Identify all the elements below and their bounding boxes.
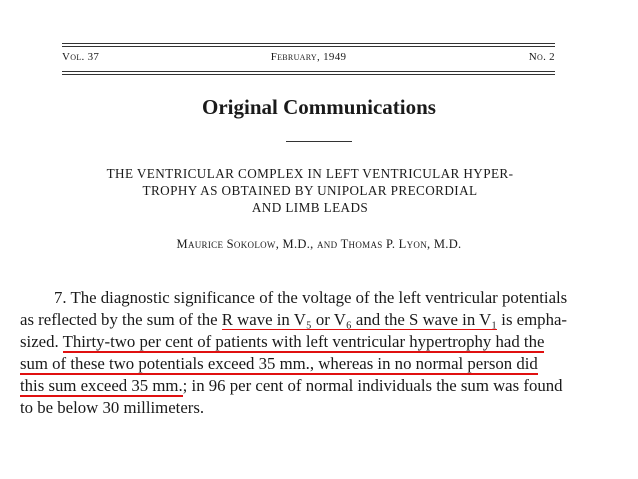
paragraph-line <box>20 287 615 309</box>
line-text: is empha- <box>497 310 567 329</box>
bottom-double-rule-1 <box>62 71 555 72</box>
volume-label: Vol. 37 <box>62 51 100 63</box>
line-text: to be below 30 millimeters. <box>20 398 205 417</box>
section-divider <box>286 141 352 142</box>
highlighted-phrase: R wave in V₅ or V₆ and the S wave in V₁ <box>221 310 498 329</box>
section-title: Original Communications <box>202 95 436 119</box>
line-text: ; in 96 per cent of normal individuals the sum was found <box>182 376 563 395</box>
article-authors: Maurice Sokolow, M.D., and Thomas P. Lyon, M.D. <box>176 237 462 251</box>
article-title-line: THE VENTRICULAR COMPLEX IN LEFT VENTRICULAR HYPER- <box>106 166 514 181</box>
top-double-rule-1 <box>62 43 555 44</box>
line-text: as reflected by the sum of the <box>20 310 222 329</box>
bottom-double-rule-2 <box>62 74 555 75</box>
article-title <box>60 165 560 216</box>
top-double-rule-2 <box>62 46 555 47</box>
line-text: 7. The diagnostic significance of the voltage of the left ventricular potentials <box>54 288 568 307</box>
running-header <box>62 51 555 67</box>
line-text: sized. <box>20 332 63 351</box>
paragraph-line <box>20 375 615 397</box>
highlighted-phrase: sum of these two potentials exceed 35 mm., whereas in no normal person did <box>20 354 538 373</box>
article-title-line: AND LIMB LEADS <box>251 200 369 215</box>
highlighted-phrase: Thirty-two per cent of patients with left ventricular hypertrophy had the <box>62 332 545 351</box>
paragraph-line <box>20 397 615 419</box>
paragraph-line <box>20 331 615 353</box>
issue-number: No. 2 <box>528 51 555 63</box>
paragraph-line <box>20 309 615 331</box>
paragraph-line <box>20 353 615 375</box>
highlighted-phrase: this sum exceed 35 mm. <box>20 376 183 395</box>
body-paragraph <box>20 287 615 419</box>
article-title-line: TROPHY AS OBTAINED BY UNIPOLAR PRECORDIAL <box>142 183 478 198</box>
issue-date: February, 1949 <box>270 51 347 63</box>
